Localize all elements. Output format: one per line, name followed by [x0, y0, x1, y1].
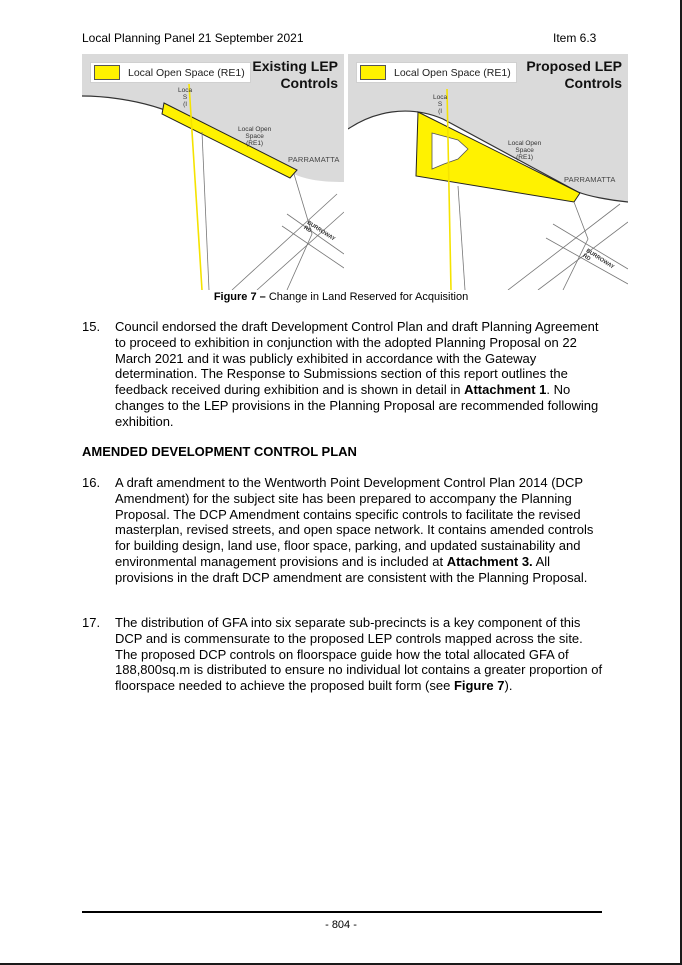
- paragraph-16: [82, 475, 602, 605]
- text-run: A draft amendment to the Wentworth Point Development Control Plan 2014 (DCP Amendment) for the subject site has been prepared to accompany the Planning Proposal. The DCP Amendment contains specific controls to facilitate the revised masterplan, revised streets, and open space network. It contains amended controls for building design, land use, floor space, parking, and updated sustainability and environmental management provisions and is included at: [115, 475, 594, 569]
- legend-label: Local Open Space (RE1): [128, 66, 245, 79]
- paragraph-text: [115, 475, 605, 586]
- road-label: BURROWAY RD: [302, 220, 336, 243]
- river-label: PARRAMATTA: [288, 155, 340, 164]
- text-run: ).: [504, 678, 513, 694]
- section-heading: AMENDED DEVELOPMENT CONTROL PLAN: [82, 444, 357, 459]
- label-local-cut: Loca S (I: [433, 94, 448, 115]
- river-label: PARRAMATTA: [564, 175, 616, 184]
- header-meeting-date: Local Planning Panel 21 September 2021: [82, 31, 304, 45]
- proposed-lep-map: [348, 54, 628, 290]
- re1-swatch: [360, 65, 386, 80]
- lot-line-1: [202, 132, 209, 290]
- legend: [90, 62, 251, 83]
- text-run: The distribution of GFA into six separate sub-precincts is a key component of this DCP and is commensurate to the proposed LEP controls mapped across the site. The proposed DCP controls on floorspace guide how the total allocated GFA of 188,800sq.m is distributed to ensure no individual lot contains a greater proportion of floorspace needed to achieve the proposed built form (see: [115, 615, 603, 694]
- footer-rule: [82, 911, 602, 913]
- attachment-reference: Attachment 1: [464, 382, 547, 398]
- paragraph-text: [115, 319, 605, 430]
- paragraph-text: [115, 615, 605, 694]
- text-run: All provisions in the draft DCP amendment are consistent with the Planning Proposal.: [115, 553, 588, 585]
- figure-caption-text: Change in Land Reserved for Acquisition: [265, 291, 469, 303]
- figure-reference: Figure 7: [453, 678, 505, 694]
- figure-caption-label: Figure 7 –: [213, 291, 266, 303]
- figure-caption: [0, 291, 682, 303]
- text-run: . No changes to the LEP provisions in the Planning Proposal are recommended following exhibition.: [115, 382, 599, 429]
- paragraph-number: 16.: [82, 475, 101, 490]
- existing-lep-map: [82, 54, 344, 290]
- text-run: Council endorsed the draft Development Control Plan and draft Planning Agreement to proceed to exhibition in conjunction with the adopted Planning Proposal on 22 March 2021 and it was publicly exhibited in accordance with the Gateway determination. The Response to Submissions section of this report outlines the feedback received during exhibition and is shown in detail in: [115, 319, 599, 398]
- page-number: - 804 -: [325, 919, 357, 931]
- label-local-cut: Loca S (I: [178, 87, 193, 108]
- road-edge-1: [508, 204, 620, 290]
- paragraph-number: 17.: [82, 615, 101, 630]
- attachment-reference: Attachment 3.: [446, 553, 533, 569]
- road-label: BURROWAY RD: [581, 248, 615, 271]
- lot-line-1: [458, 186, 465, 290]
- map-title-proposed: Proposed LEP Controls: [526, 58, 622, 91]
- re1-swatch: [94, 65, 120, 80]
- lot-line-2: [563, 202, 588, 290]
- paragraph-17: [82, 615, 602, 715]
- header-item-number: Item 6.3: [553, 31, 597, 45]
- paragraph-15: [82, 319, 602, 443]
- label-open-space: Local Open Space (RE1): [508, 140, 542, 161]
- label-open-space: Local Open Space (RE1): [238, 126, 272, 147]
- map-title-existing: Existing LEP Controls: [252, 58, 338, 91]
- paragraph-number: 15.: [82, 319, 101, 334]
- legend-label: Local Open Space (RE1): [394, 66, 511, 79]
- legend: [356, 62, 517, 83]
